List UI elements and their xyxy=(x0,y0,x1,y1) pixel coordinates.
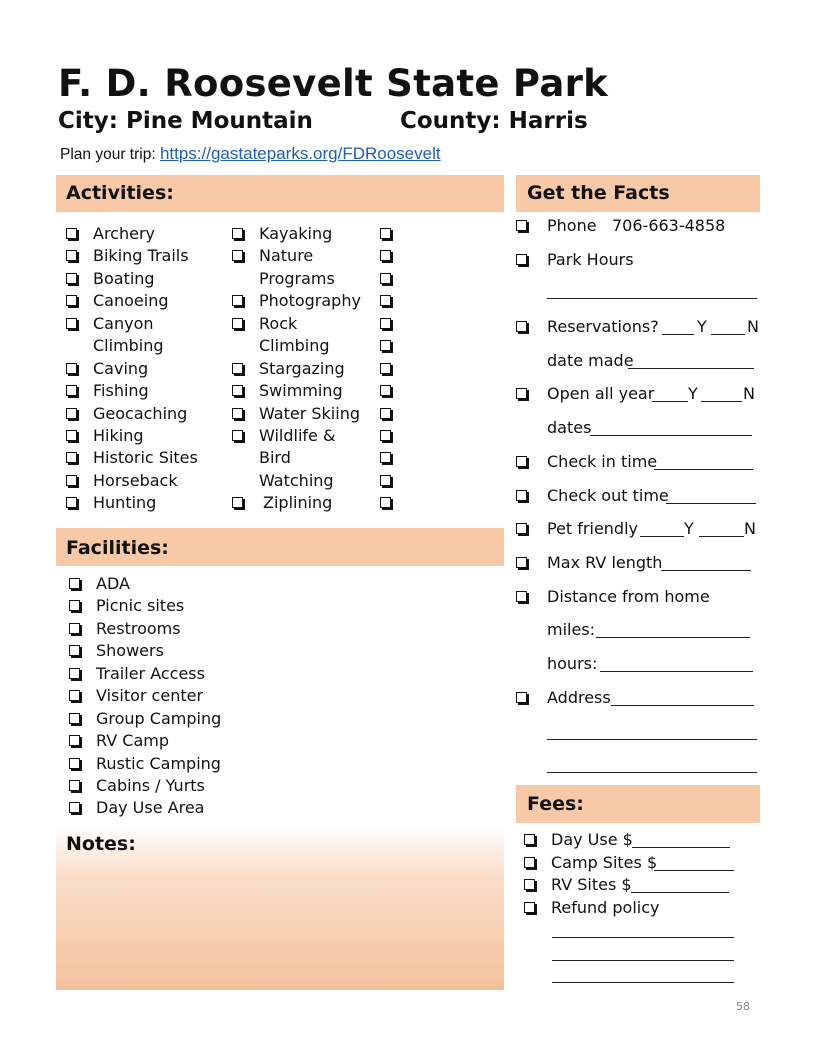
dates-field[interactable] xyxy=(590,435,752,436)
checkbox-icon[interactable] xyxy=(66,318,77,329)
checkbox-icon[interactable] xyxy=(516,523,527,534)
checkbox-icon[interactable] xyxy=(524,834,535,845)
blank-checkbox-icon[interactable] xyxy=(380,408,391,419)
plan-trip-line xyxy=(60,144,441,164)
facts-heading: Get the Facts xyxy=(527,182,670,204)
checkbox-icon[interactable] xyxy=(516,254,527,265)
checkbox-icon[interactable] xyxy=(232,363,243,374)
blank-checkbox-icon[interactable] xyxy=(380,385,391,396)
checkbox-icon[interactable] xyxy=(66,385,77,396)
facts-header-band xyxy=(516,175,760,212)
checkbox-icon[interactable] xyxy=(516,220,527,231)
reservations-yes-field[interactable] xyxy=(662,334,694,335)
address-field-3[interactable] xyxy=(547,772,757,773)
facilities-header-band xyxy=(56,528,504,566)
blank-checkbox-icon[interactable] xyxy=(380,363,391,374)
activities-list: Archery Biking Trails Boating Canoeing Canyon Climbing Caving Fishing Geocaching Hiking Historic Sites Horseback Hunting Kayaking Nature Programs Photography Rock Climbing Stargazing Swimming Water Skiing Wildlife & Bird Watching Ziplining xyxy=(66,223,496,518)
hours-field[interactable] xyxy=(600,671,753,672)
park-website-link[interactable]: https://gastateparks.org/FDRoosevelt xyxy=(159,144,441,163)
pet-yes-label: Y xyxy=(684,519,694,538)
reservations-yes-label: Y xyxy=(697,317,707,336)
checkbox-icon[interactable] xyxy=(232,318,243,329)
checkbox-icon[interactable] xyxy=(524,879,535,890)
open-year-no-field[interactable] xyxy=(701,401,742,402)
facilities-heading: Facilities: xyxy=(66,537,169,559)
activity-wrap-text: Climbing xyxy=(259,336,330,355)
checkbox-icon[interactable] xyxy=(524,902,535,913)
checkbox-icon[interactable] xyxy=(232,228,243,239)
refund-field-3[interactable] xyxy=(552,982,734,983)
park-title: F. D. Roosevelt State Park xyxy=(58,62,609,105)
fees-list: Day Use $ Camp Sites $ RV Sites $ Refund policy xyxy=(524,829,754,989)
checkbox-icon[interactable] xyxy=(69,578,80,589)
miles-field[interactable] xyxy=(596,637,750,638)
plan-trip-label: Plan your trip: xyxy=(60,146,156,163)
checkbox-icon[interactable] xyxy=(66,452,77,463)
pet-no-field[interactable] xyxy=(699,536,744,537)
blank-checkbox-icon[interactable] xyxy=(380,340,391,351)
facts-list: Phone 706-663-4858 Park Hours Reservations? Y N date made Open all year Y N dates Check in time Check out time Pet friendly Y N Max RV length Distance from home miles: hours: Address xyxy=(516,215,760,780)
checkbox-icon[interactable] xyxy=(516,591,527,602)
checkbox-icon[interactable] xyxy=(232,295,243,306)
checkbox-icon[interactable] xyxy=(524,857,535,868)
checkbox-icon[interactable] xyxy=(69,668,80,679)
blank-checkbox-icon[interactable] xyxy=(380,452,391,463)
blank-checkbox-icon[interactable] xyxy=(380,250,391,261)
check-out-field[interactable] xyxy=(666,503,756,504)
activity-wrap-text: Watching xyxy=(259,471,334,490)
checkbox-icon[interactable] xyxy=(232,430,243,441)
checkbox-icon[interactable] xyxy=(69,645,80,656)
blank-checkbox-icon[interactable] xyxy=(380,295,391,306)
pet-no-label: N xyxy=(744,519,756,538)
open-year-no-label: N xyxy=(743,384,755,403)
checkbox-icon[interactable] xyxy=(69,713,80,724)
blank-checkbox-icon[interactable] xyxy=(380,273,391,284)
facilities-list: ADA Picnic sites Restrooms Showers Trailer Access Visitor center Group Camping RV Camp Rustic Camping Cabins / Yurts Day Use Area xyxy=(69,573,369,823)
fees-heading: Fees: xyxy=(527,793,584,815)
open-year-yes-field[interactable] xyxy=(652,401,688,402)
city-label: City: Pine Mountain xyxy=(58,108,313,134)
county-label: County: Harris xyxy=(400,108,588,134)
activities-header-band xyxy=(56,175,504,212)
checkbox-icon[interactable] xyxy=(69,758,80,769)
activity-wrap-text: Programs xyxy=(259,269,335,288)
phone-value: 706-663-4858 xyxy=(612,216,726,235)
blank-checkbox-icon[interactable] xyxy=(380,228,391,239)
reservations-no-label: N xyxy=(747,317,759,336)
checkbox-icon[interactable] xyxy=(66,408,77,419)
activity-wrap-text: Climbing xyxy=(93,336,164,355)
refund-field-1[interactable] xyxy=(552,937,734,938)
checkbox-icon[interactable] xyxy=(66,475,77,486)
checkbox-icon[interactable] xyxy=(232,408,243,419)
checkbox-icon[interactable] xyxy=(66,295,77,306)
fees-header-band xyxy=(516,785,760,823)
checkbox-icon[interactable] xyxy=(69,600,80,611)
open-year-yes-label: Y xyxy=(688,384,698,403)
address-field-2[interactable] xyxy=(547,739,757,740)
pet-yes-field[interactable] xyxy=(640,536,684,537)
checkbox-icon[interactable] xyxy=(516,557,527,568)
checkbox-icon[interactable] xyxy=(232,497,243,508)
checkbox-icon[interactable] xyxy=(69,735,80,746)
checkbox-icon[interactable] xyxy=(69,690,80,701)
max-rv-field[interactable] xyxy=(661,570,751,571)
dates-label: dates xyxy=(547,418,592,437)
checkbox-icon[interactable] xyxy=(66,430,77,441)
checkbox-icon[interactable] xyxy=(516,321,527,332)
blank-checkbox-icon[interactable] xyxy=(380,497,391,508)
checkbox-icon[interactable] xyxy=(232,250,243,261)
blank-checkbox-icon[interactable] xyxy=(380,318,391,329)
refund-field-2[interactable] xyxy=(552,960,734,961)
day-use-field[interactable] xyxy=(632,847,730,848)
checkbox-icon[interactable] xyxy=(69,623,80,634)
date-made-label: date made xyxy=(547,351,634,370)
checkbox-icon[interactable] xyxy=(66,497,77,508)
checkbox-icon[interactable] xyxy=(69,802,80,813)
checkbox-icon[interactable] xyxy=(232,385,243,396)
checkbox-icon[interactable] xyxy=(516,692,527,703)
notes-box[interactable] xyxy=(56,825,504,990)
miles-label: miles: xyxy=(547,620,596,639)
checkbox-icon[interactable] xyxy=(516,388,527,399)
checkbox-icon[interactable] xyxy=(66,250,77,261)
checkbox-icon[interactable] xyxy=(516,490,527,501)
blank-checkbox-icon[interactable] xyxy=(380,475,391,486)
checkbox-icon[interactable] xyxy=(66,228,77,239)
date-made-field[interactable] xyxy=(628,368,754,369)
address-field[interactable] xyxy=(611,705,754,706)
page-number: 58 xyxy=(736,1000,750,1013)
rv-sites-field[interactable] xyxy=(631,892,729,893)
checkbox-icon[interactable] xyxy=(66,273,77,284)
reservations-no-field[interactable] xyxy=(711,334,745,335)
activity-wrap-text: Bird xyxy=(259,448,291,467)
park-hours-field[interactable] xyxy=(547,298,757,299)
checkbox-icon[interactable] xyxy=(516,456,527,467)
phone-label: Phone xyxy=(547,216,597,235)
notes-heading: Notes: xyxy=(66,833,136,855)
activities-heading: Activities: xyxy=(66,182,174,204)
checkbox-icon[interactable] xyxy=(66,363,77,374)
checkbox-icon[interactable] xyxy=(69,780,80,791)
check-in-field[interactable] xyxy=(654,469,753,470)
hours-label: hours: xyxy=(547,654,598,673)
blank-checkbox-icon[interactable] xyxy=(380,430,391,441)
camp-sites-field[interactable] xyxy=(654,870,734,871)
